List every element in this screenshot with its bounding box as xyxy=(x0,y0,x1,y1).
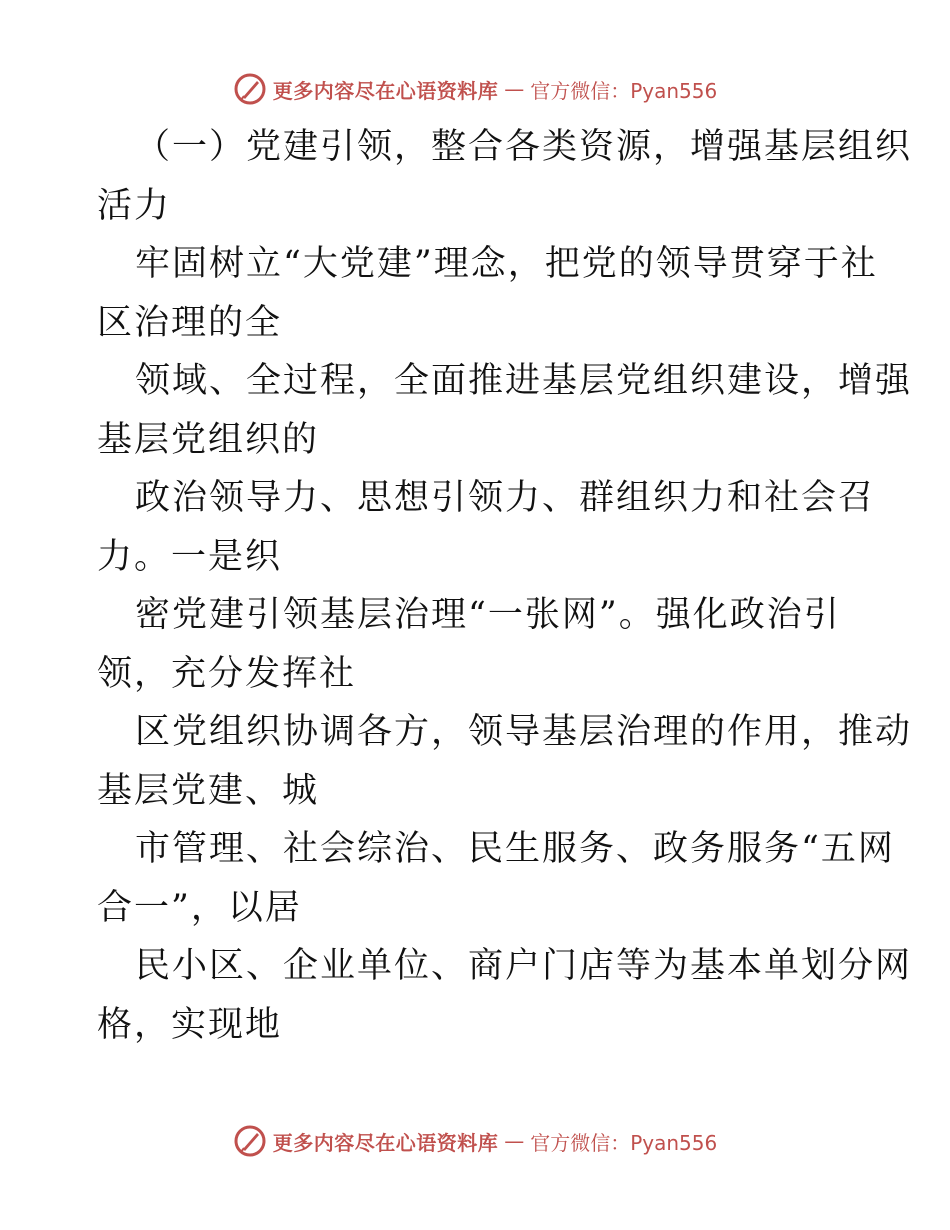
quill-logo-icon xyxy=(233,1124,267,1158)
body-line: 区治理的全 xyxy=(97,302,283,343)
body-line: 活力 xyxy=(97,185,172,226)
body-line: 市管理、社会综治、民生服务、政务服务“五网 xyxy=(135,829,895,869)
watermark-dash: — xyxy=(504,77,525,101)
body-line: 领，充分发挥社 xyxy=(97,653,357,694)
footer-watermark xyxy=(0,1124,950,1158)
body-line: 力。一是织 xyxy=(97,536,283,577)
body-line: 领域、全过程，全面推进基层党组织建设，增强 xyxy=(135,361,913,401)
body-line: 密党建引领基层治理“一张网”。强化政治引 xyxy=(135,595,841,635)
watermark-main-text: 更多内容尽在心语资料库 xyxy=(272,78,499,103)
body-line: 民小区、企业单位、商户门店等为基本单划分网 xyxy=(135,946,913,986)
body-line: 格，实现地 xyxy=(97,1004,283,1045)
watermark-wechat-text: 官方微信：Pyan556 xyxy=(530,78,718,103)
header-watermark xyxy=(0,72,950,106)
body-line: 合一”，以居 xyxy=(97,887,302,928)
watermark-main-text: 更多内容尽在心语资料库 xyxy=(272,1130,499,1155)
quill-logo-icon xyxy=(233,72,267,106)
body-line: 政治领导力、思想引领力、群组织力和社会召 xyxy=(135,478,876,518)
body-line: 区党组织协调各方，领导基层治理的作用，推动 xyxy=(135,712,913,752)
body-line: 基层党建、城 xyxy=(97,770,320,811)
watermark-wechat-text: 官方微信：Pyan556 xyxy=(530,1130,718,1155)
body-line: （一）党建引领，整合各类资源，增强基层组织 xyxy=(135,127,913,167)
document-body xyxy=(97,118,913,1054)
body-line: 基层党组织的 xyxy=(97,419,320,460)
body-line: 牢固树立“大党建”理念，把党的领导贯穿于社 xyxy=(135,244,878,284)
watermark-dash: — xyxy=(504,1129,525,1153)
